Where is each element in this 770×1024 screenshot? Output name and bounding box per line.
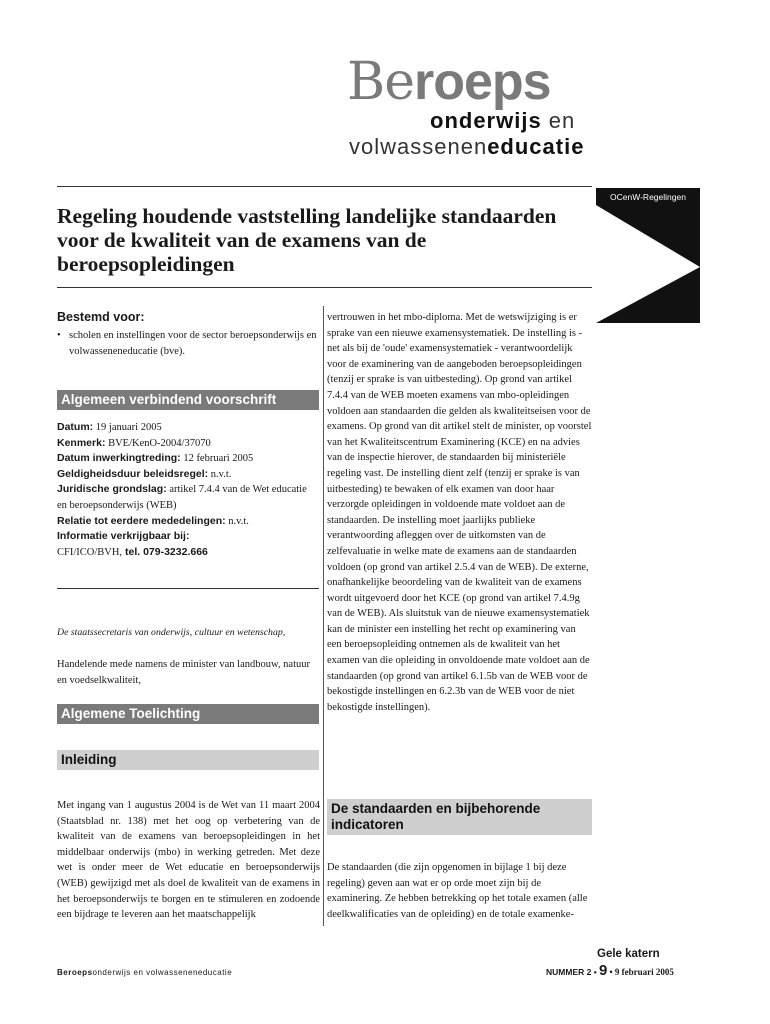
standaarden-text: De standaarden (die zijn opgenomen in bijlage 1 bij deze regeling) geven aan wat er op orde moet zijn bij de examinering. Ze hebben betrekking op het totale examen (alle deelkwalificaties van de opleiding) en de totale examenke- <box>327 862 588 920</box>
masthead-title <box>347 52 551 112</box>
inwerking-value: 12 februari 2005 <box>180 453 254 465</box>
masthead-onderwijs: onderwijs <box>430 108 542 133</box>
page-number: 9 <box>598 962 608 979</box>
masthead-part-a: Be <box>347 52 414 112</box>
relatie-label: Relatie tot eerdere mededelingen: <box>57 514 226 527</box>
staatssecretaris-line: De staatssecretaris van onderwijs, cultuur en wetenschap, <box>57 627 286 638</box>
gele-katern: Gele katern <box>597 948 660 960</box>
juridisch-label: Juridische grondslag: <box>57 483 167 496</box>
masthead-volwassenen: volwassenen <box>349 134 488 159</box>
masthead-educatie: educatie <box>487 134 585 159</box>
juridisch-value: artikel 7.4.4 van de Wet educatie en beroepsonderwijs (WEB) <box>57 484 307 511</box>
standaarden-heading: De standaarden en bijbehorende indicatoren <box>327 799 592 835</box>
masthead-part-b: roeps <box>414 53 551 111</box>
masthead-subtitle-1 <box>430 108 575 134</box>
informatie-value: CFI/ICO/BVH, <box>57 546 123 558</box>
arrow-icon <box>596 188 700 323</box>
bestemd-heading: Bestemd voor: <box>57 310 145 324</box>
datum-value: 19 januari 2005 <box>93 422 162 433</box>
right-col-text: vertrouwen in het mbo-diploma. Met de wetswijziging is er sprake van een nieuwe examensystematiek. De instelling is - net als bij de 'oude' examensystematiek - verantwoordelijk voor de examinering van de aangeboden beroepsopleidingen (tenzij er sprake is van uitbesteding). Op grond van artikel 7.4.4 van de WEB moeten examens van mbo-opleidingen voldoen aan standaarden die gelden als kwaliteitseisen voor de examens. Op grond van dit artikel stelt de minister, op voorstel van het Kwaliteitscentrum Examinering (KCE) en na advies van de inspectie hierover, de standaarden bij ministeriële regeling vast. De instelling dient zelf (tenzij er sprake is van uitbesteding) te bewaken of elk examen van door haar verzorgde opleidingen in voldoende mate voldoet aan de standaarden. De instelling moet jaarlijks publieke verantwoording afleggen over de uitkomsten van de zelfevaluatie in welke mate de examens aan de standaarden voldoen (op grond van artikel 2.5.4 van de WEB). De externe, onafhankelijke beoordeling van de kwaliteit van de examens wordt uitgevoerd door het KCE (op grond van artikel 7.4.9g van de WEB). Als sluitstuk van de nieuwe examensystematiek kan de minister een instelling het recht op examinering van een beroepsopleiding ontnemen als de kwaliteit van het examen van die opleiding in onvoldoende mate voldoet aan de standaarden (op grond van artikel 6.1.5b van de WEB voor de bekostigde instellingen en 6.2.3b van de WEB voor de niet bekostigde instellingen). <box>327 312 592 713</box>
handelende-text: Handelende mede namens de minister van landbouw, natuur en voedselkwaliteit, <box>57 659 310 686</box>
masthead-en: en <box>541 108 576 133</box>
inleiding-text: Met ingang van 1 augustus 2004 is de Wet van 11 maart 2004 (Staatsblad nr. 138) met het oog op verbetering van de kwaliteit van de examens van beroepsopleidingen in het middelbaar onderwijs (mbo) in werking getreden. Met deze wet is onder meer de Wet educatie en beroepsonderwijs (WEB) gewijzigd met als doel de kwaliteit van de examens in het beroepsonderwijs te borgen en te stimuleren en zodoende een bijdrage te leveren aan het maatschappelijk <box>57 800 320 921</box>
inwerking-label: Datum inwerkingtreding: <box>57 452 181 465</box>
column-divider <box>323 306 324 926</box>
left-rule <box>57 588 319 589</box>
footer-publication: onderwijs en volwasseneneducatie <box>92 968 233 977</box>
inleiding-heading: Inleiding <box>57 750 319 770</box>
sidebar-box <box>596 188 700 323</box>
algemeen-heading: Algemeen verbindend voorschrift <box>57 390 319 410</box>
footer-date: • 9 februari 2005 <box>609 967 674 977</box>
masthead-subtitle-2 <box>349 134 584 160</box>
top-rule <box>57 186 592 187</box>
footer-issue: NUMMER 2 • <box>546 967 597 977</box>
footer-beroeps: Beroeps <box>57 968 93 977</box>
footer-right <box>546 962 674 979</box>
geldigheid-label: Geldigheidsduur beleidsregel: <box>57 467 209 480</box>
geldigheid-value: n.v.t. <box>208 468 232 480</box>
datum-label: Datum: <box>57 421 94 433</box>
toelichting-heading: Algemene Toelichting <box>57 704 319 724</box>
title-rule <box>57 287 592 288</box>
footer-left <box>57 968 232 977</box>
page-title: Regeling houdende vaststelling landelijke standaarden voor de kwaliteit van de examens van de beroepsopleidingen <box>57 204 557 276</box>
relatie-value: n.v.t. <box>225 515 249 527</box>
bestemd-item: • scholen en instellingen voor de sector beroepsonderwijs en volwasseneneducatie (bve). <box>57 328 319 359</box>
bestemd-list <box>57 328 319 359</box>
sidebar-label: OCenW-Regelingen <box>610 192 686 202</box>
kenmerk-label: Kenmerk: <box>57 436 106 449</box>
informatie-label: Informatie verkrijgbaar bij: <box>57 530 190 543</box>
telephone-number: tel. 079-3232.666 <box>122 545 208 558</box>
kenmerk-value: BVE/KenO-2004/37070 <box>105 437 211 449</box>
meta-block <box>57 420 319 560</box>
